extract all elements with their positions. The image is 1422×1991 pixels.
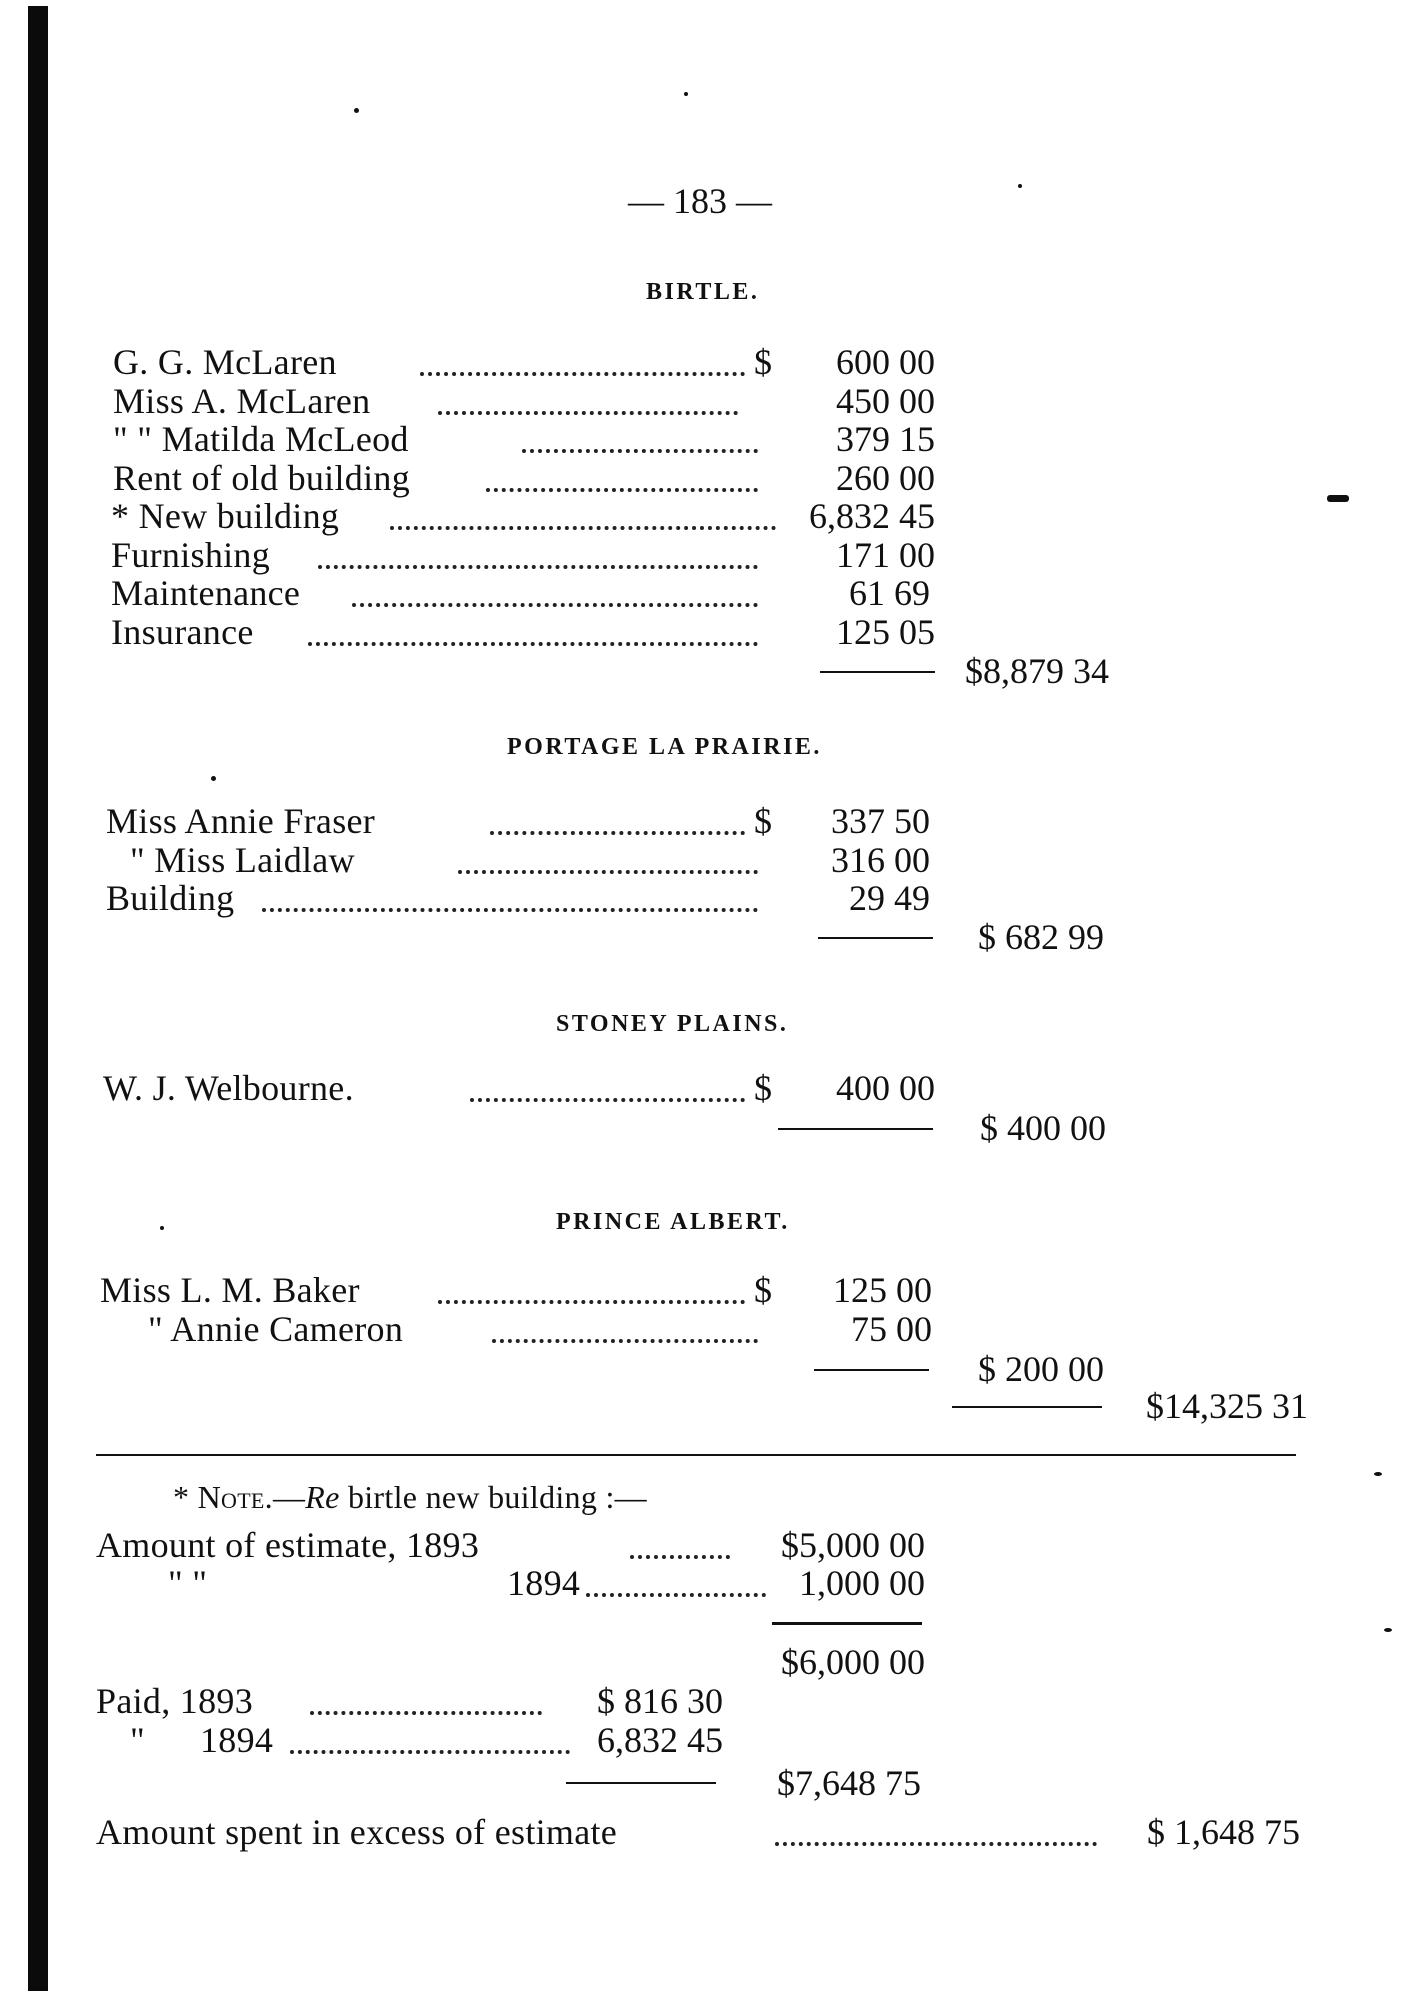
estimate-1893-amount: $5,000 00 <box>781 1525 925 1565</box>
paid-total: $7,648 75 <box>777 1763 921 1803</box>
row-amount: 61 69 <box>849 573 930 613</box>
row-amount: 260 00 <box>836 458 935 498</box>
row-amount: 75 00 <box>851 1309 932 1349</box>
row-amount: 171 00 <box>836 535 935 575</box>
ink-speck <box>211 776 216 781</box>
dot-leader <box>308 642 758 646</box>
row-label: Miss L. M. Baker <box>100 1270 360 1310</box>
ink-speck <box>1374 1472 1382 1476</box>
row-amount: 600 00 <box>836 342 935 382</box>
row-amount: 316 00 <box>831 840 930 880</box>
ink-speck <box>684 92 688 96</box>
note-heading <box>173 1481 647 1513</box>
dot-leader <box>290 1750 570 1754</box>
subtotal-rule <box>820 671 935 673</box>
ink-speck <box>1384 1628 1392 1632</box>
paid-1894-label: 1894 <box>200 1720 274 1760</box>
paid-1894-ditto: " <box>130 1720 145 1760</box>
estimate-1894-label: 1894 <box>507 1563 581 1603</box>
row-amount: 125 00 <box>833 1270 932 1310</box>
paid-1893-amount: $ 816 30 <box>597 1681 723 1721</box>
row-amount: 125 05 <box>836 612 935 652</box>
dot-leader <box>352 603 758 607</box>
section-heading-portage: PORTAGE LA PRAIRIE. <box>507 734 822 760</box>
excess-label: Amount spent in excess of estimate <box>96 1812 618 1852</box>
row-label: Miss A. McLaren <box>113 381 371 421</box>
row-amount: 450 00 <box>836 381 935 421</box>
section-total: $ 682 99 <box>978 917 1104 957</box>
section-heading-prince-albert: PRINCE ALBERT. <box>556 1209 790 1235</box>
ink-speck <box>1018 184 1022 188</box>
estimate-total: $6,000 00 <box>781 1642 925 1682</box>
row-label: Maintenance <box>111 573 301 613</box>
section-heading-birtle: BIRTLE. <box>646 279 760 305</box>
estimate-sum-rule <box>772 1622 922 1625</box>
dot-leader <box>486 488 758 492</box>
dot-leader <box>438 411 738 415</box>
row-amount: 337 50 <box>831 801 930 841</box>
row-label: * New building <box>111 496 340 536</box>
dot-leader <box>492 1339 758 1343</box>
row-amount: 400 00 <box>836 1068 935 1108</box>
row-label: Building <box>106 878 235 918</box>
row-label: G. G. McLaren <box>113 342 337 382</box>
row-label: W. J. Welbourne. <box>103 1068 354 1108</box>
dot-leader <box>586 1593 766 1597</box>
dot-leader <box>318 565 758 569</box>
section-heading-stoney: STONEY PLAINS. <box>556 1011 789 1037</box>
estimate-1894-amount: 1,000 00 <box>799 1563 925 1603</box>
row-label: " " Matilda McLeod <box>113 419 409 459</box>
section-divider <box>96 1454 1296 1456</box>
ink-speck <box>1327 495 1349 502</box>
dot-leader <box>490 831 745 835</box>
excess-amount: $ 1,648 75 <box>1147 1812 1300 1852</box>
grand-total: $14,325 31 <box>1146 1386 1308 1426</box>
dot-leader <box>630 1555 730 1559</box>
note-prefix: * Note.— <box>173 1479 306 1515</box>
row-label: Insurance <box>111 612 254 652</box>
dot-leader <box>458 870 758 874</box>
row-label: Furnishing <box>111 535 271 575</box>
dollar-sign: $ <box>754 801 773 841</box>
dot-leader <box>522 449 758 453</box>
ink-speck <box>354 108 359 113</box>
dot-leader <box>310 1711 542 1715</box>
row-label: Rent of old building <box>113 458 410 498</box>
dollar-sign: $ <box>754 1068 773 1108</box>
ink-speck <box>160 1226 164 1230</box>
section-total: $8,879 34 <box>965 651 1109 691</box>
paid-1894-amount: 6,832 45 <box>597 1720 723 1760</box>
row-label: Miss Annie Fraser <box>106 801 376 841</box>
estimate-1893-label: Amount of estimate, 1893 <box>96 1525 480 1565</box>
subtotal-rule <box>818 937 933 939</box>
dot-leader <box>775 1842 1097 1846</box>
dot-leader <box>438 1300 745 1304</box>
row-label: " Miss Laidlaw <box>130 840 355 880</box>
row-amount: 379 15 <box>836 419 935 459</box>
dollar-sign: $ <box>754 1270 773 1310</box>
row-label: " Annie Cameron <box>148 1309 404 1349</box>
dot-leader <box>390 526 776 530</box>
note-text: birtle new building :— <box>339 1479 647 1515</box>
subtotal-rule <box>814 1369 929 1371</box>
estimate-1894-ditto: " " <box>168 1563 208 1603</box>
section-total: $ 400 00 <box>980 1108 1106 1148</box>
grand-total-rule <box>952 1406 1102 1408</box>
binding-edge <box>28 6 48 1991</box>
dot-leader <box>262 908 758 912</box>
dollar-sign: $ <box>754 342 773 382</box>
section-total: $ 200 00 <box>978 1349 1104 1389</box>
page-number: — 183 — <box>628 181 772 221</box>
row-amount: 6,832 45 <box>809 496 935 536</box>
paid-1893-label: Paid, 1893 <box>96 1681 254 1721</box>
subtotal-rule <box>778 1128 933 1130</box>
row-amount: 29 49 <box>849 878 930 918</box>
note-re: Re <box>305 1479 340 1515</box>
dot-leader <box>470 1098 745 1102</box>
dot-leader <box>420 372 745 376</box>
paid-sum-rule <box>566 1782 716 1784</box>
